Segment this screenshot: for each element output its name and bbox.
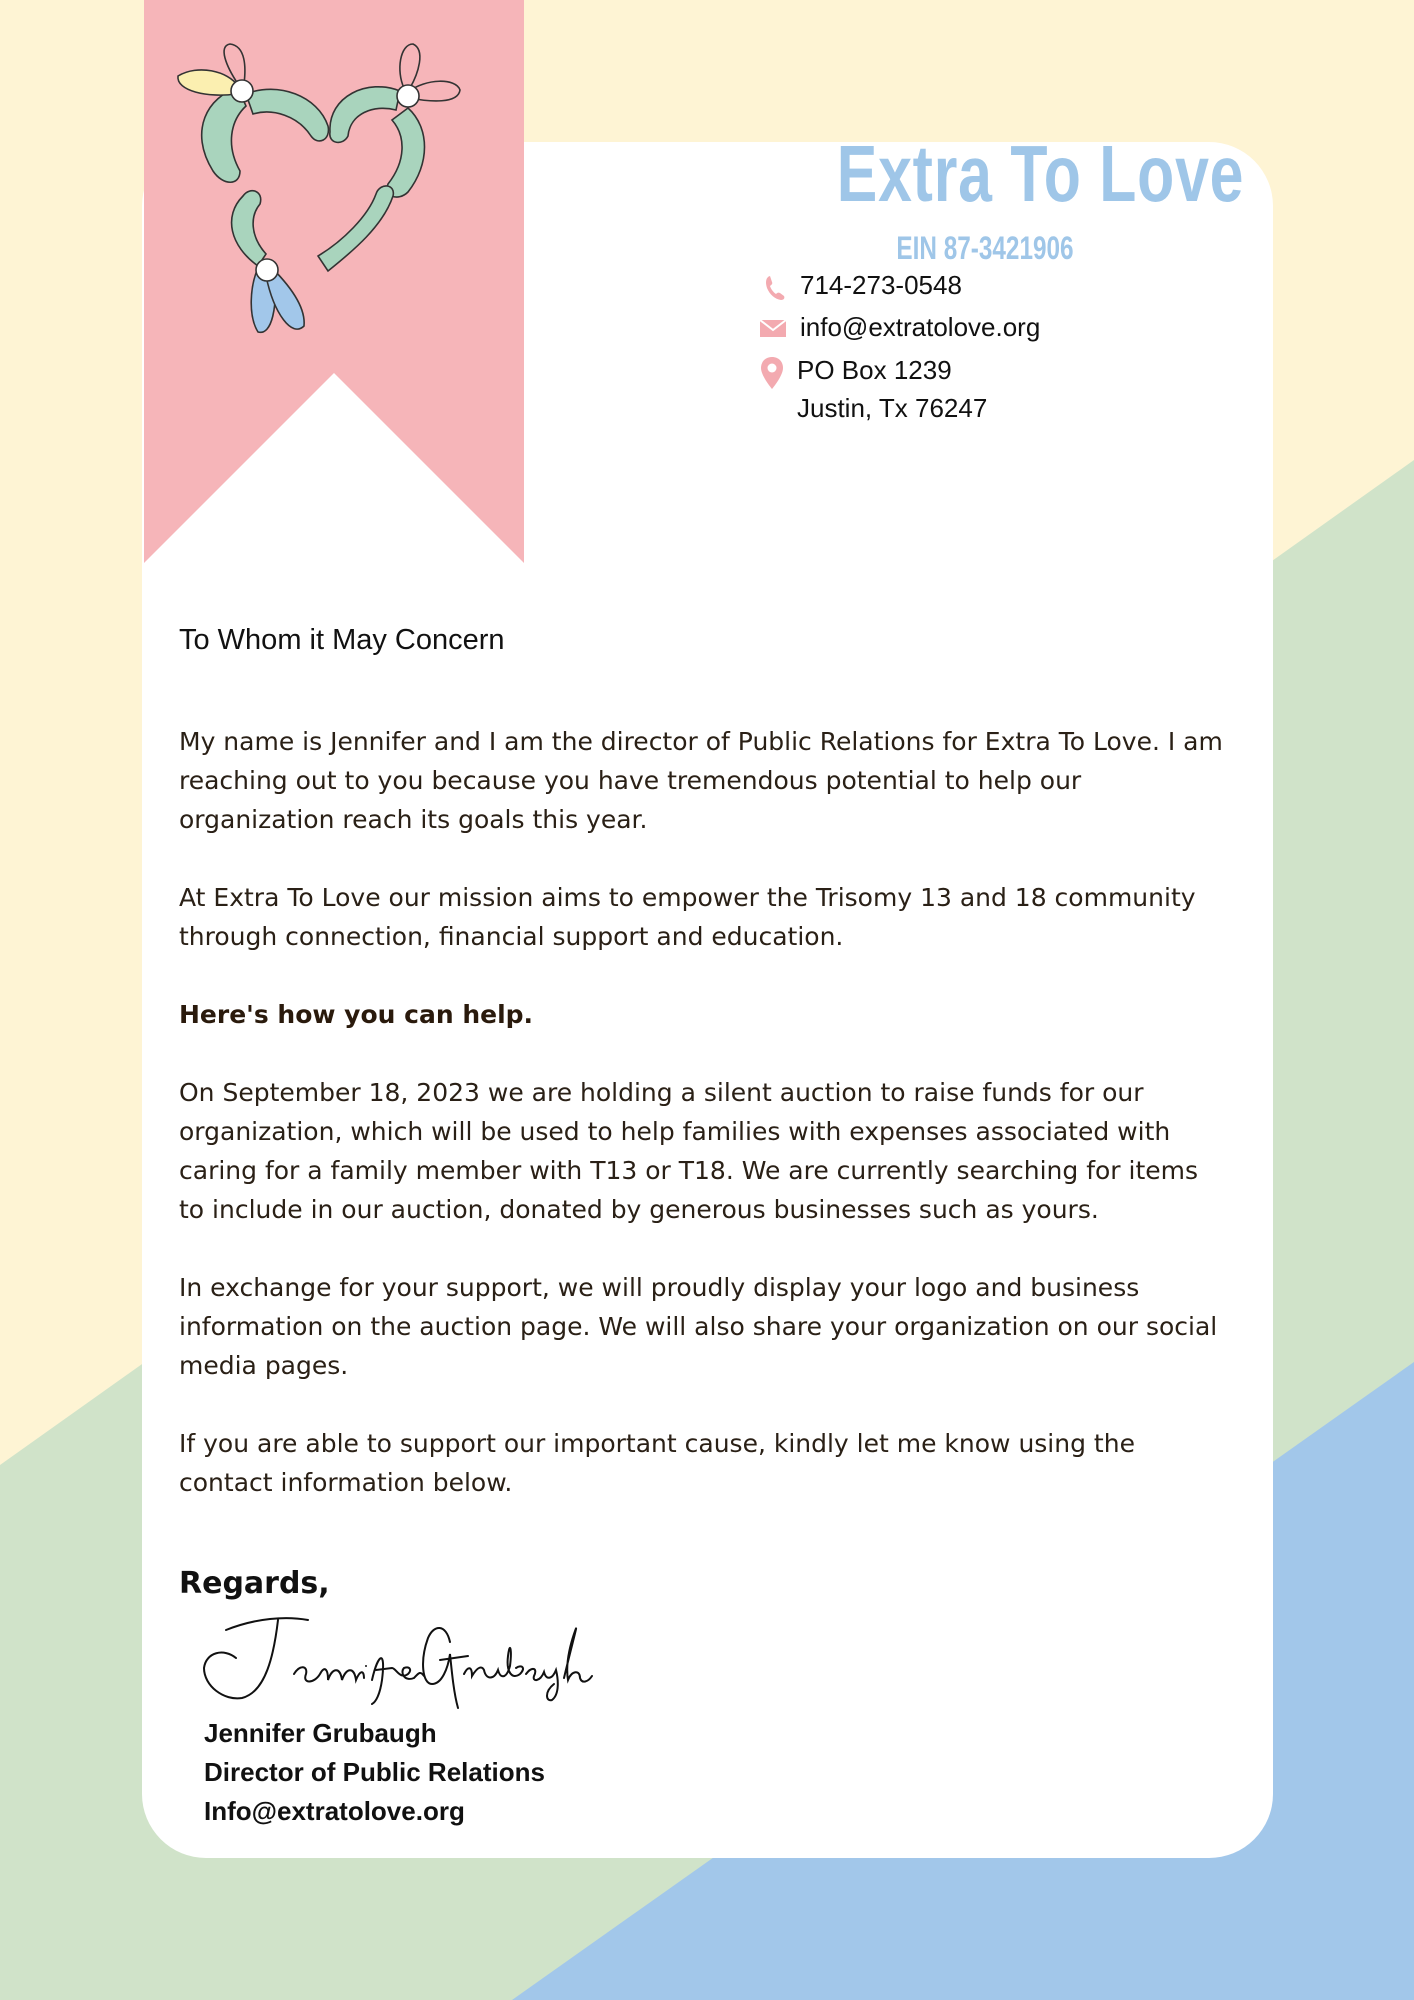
signer-email: Info@extratolove.org xyxy=(204,1796,465,1826)
paragraph-contact: If you are able to support our important cause, kindly let me know using the contact information below. xyxy=(179,1429,1135,1497)
phone-number: 714-273-0548 xyxy=(800,270,962,300)
handwritten-signature xyxy=(196,1604,596,1716)
signer-title: Director of Public Relations xyxy=(204,1757,545,1787)
org-name: Extra To Love xyxy=(836,129,1245,218)
letter-body xyxy=(179,722,1229,1541)
phone-icon xyxy=(764,274,786,302)
signature-block xyxy=(204,1714,545,1831)
paragraph-how-to-help: Here's how you can help. xyxy=(179,1000,534,1029)
signer-name: Jennifer Grubaugh xyxy=(204,1718,437,1748)
paragraph-intro: My name is Jennifer and I am the director of Public Relations for Extra To Love. I am reaching out to you because you have tremendous potential to help our organization reach its goals this year. xyxy=(179,727,1223,834)
location-pin-icon xyxy=(760,356,784,390)
paragraph-mission: At Extra To Love our mission aims to empower the Trisomy 13 and 18 community through connection, financial support and education. xyxy=(179,883,1196,951)
mail-icon xyxy=(760,318,786,338)
address-line-2: Justin, Tx 76247 xyxy=(797,393,988,423)
address-line-1: PO Box 1239 xyxy=(797,355,952,385)
closing-regards: Regards, xyxy=(179,1566,330,1601)
ein-number: EIN 87-3421906 xyxy=(896,230,1074,266)
chromosome-heart-logo xyxy=(168,36,498,346)
paragraph-auction: On September 18, 2023 we are holding a silent auction to raise funds for our organization, which will be used to help families with expenses associated with caring for a family member with T13 or T18. We are currently searching for items to include in our auction, donated by generous businesses such as yours. xyxy=(179,1078,1199,1224)
letter-greeting: To Whom it May Concern xyxy=(179,624,505,656)
email-address: info@extratolove.org xyxy=(800,312,1041,342)
paragraph-exchange: In exchange for your support, we will proudly display your logo and business information on the auction page. We will also share your organization on our social media pages. xyxy=(179,1273,1218,1380)
